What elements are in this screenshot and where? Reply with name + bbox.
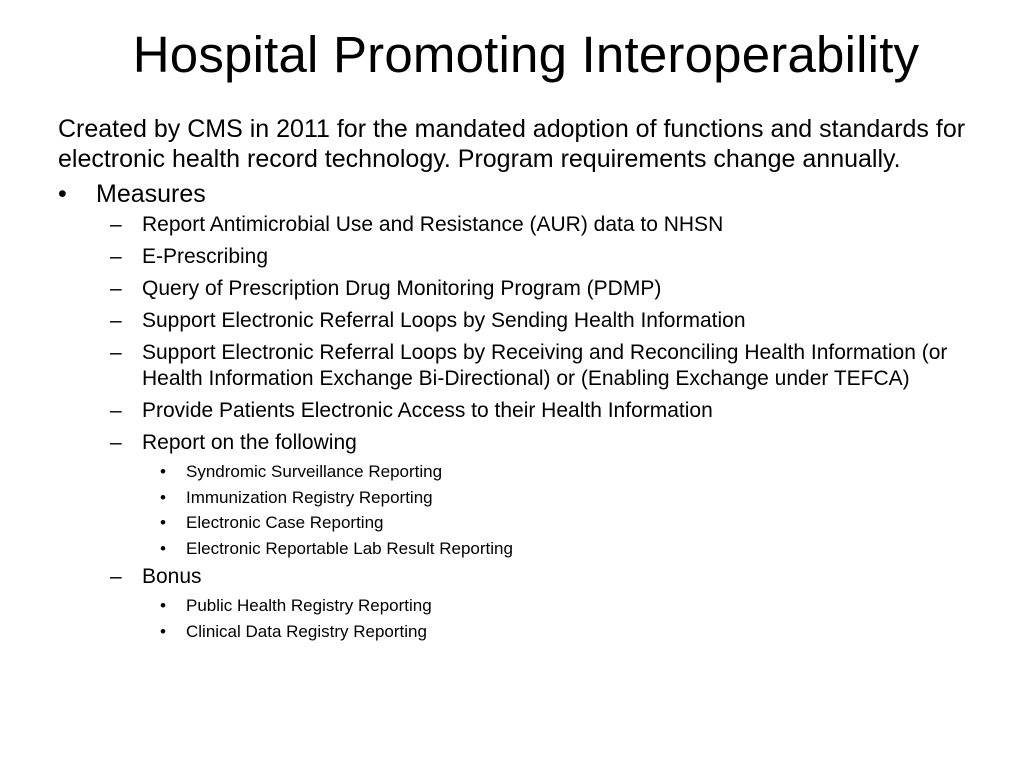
dash-icon: –	[110, 341, 122, 364]
bullet-icon: •	[160, 538, 166, 558]
measure-item	[58, 276, 1010, 302]
intro-paragraph: Created by CMS in 2011 for the mandated adoption of functions and standards for electronic health record technology. Program requirements change annually.	[58, 115, 966, 173]
measure-item	[58, 308, 1010, 334]
bullet-icon: •	[160, 621, 166, 641]
report-heading	[58, 430, 1010, 456]
measures-bullet	[58, 179, 1010, 209]
dash-icon: –	[110, 309, 122, 332]
measure-item	[58, 340, 1010, 392]
dash-icon: –	[110, 431, 122, 454]
report-item	[58, 462, 1010, 482]
slide-body	[58, 114, 1010, 647]
report-item-text: Syndromic Surveillance Reporting	[186, 462, 443, 481]
dash-icon: –	[110, 245, 122, 268]
bullet-icon: •	[58, 180, 67, 208]
bonus-item	[58, 596, 1010, 616]
report-label: Report on the following	[142, 431, 357, 454]
bonus-label: Bonus	[142, 565, 202, 588]
dash-icon: –	[110, 213, 122, 236]
measure-text: Report Antimicrobial Use and Resistance (AUR) data to NHSN	[142, 213, 724, 236]
bullet-icon: •	[160, 513, 166, 532]
dash-icon: –	[110, 277, 122, 300]
bonus-item-text: Public Health Registry Reporting	[186, 596, 432, 615]
measures-label: Measures	[96, 180, 206, 208]
measure-text: Query of Prescription Drug Monitoring Program (PDMP)	[142, 277, 662, 300]
bonus-item-text: Clinical Data Registry Reporting	[186, 621, 427, 641]
report-item	[58, 488, 1010, 508]
measure-item	[58, 398, 1010, 424]
measure-text: Support Electronic Referral Loops by Receiving and Reconciling Health Information (or Health Information Exchange Bi-Directional) or (Enabling Exchange under TEFCA)	[142, 341, 948, 390]
measure-text: Support Electronic Referral Loops by Sending Health Information	[142, 309, 746, 332]
bonus-item	[58, 622, 1010, 642]
report-item-text: Immunization Registry Reporting	[186, 487, 433, 507]
measure-text: E-Prescribing	[142, 245, 269, 268]
bullet-icon: •	[160, 487, 166, 507]
report-item	[58, 513, 1010, 533]
bonus-heading	[58, 564, 1010, 590]
report-item-text: Electronic Reportable Lab Result Reporting	[186, 538, 513, 558]
dash-icon: –	[110, 399, 122, 422]
slide-title: Hospital Promoting Interoperability	[132, 26, 920, 83]
report-item	[58, 539, 1010, 559]
bullet-icon: •	[160, 596, 166, 615]
bullet-icon: •	[160, 462, 166, 481]
measure-item	[58, 212, 1010, 238]
measure-item	[58, 244, 1010, 270]
dash-icon: –	[110, 565, 122, 588]
report-item-text: Electronic Case Reporting	[186, 513, 384, 532]
measure-text: Provide Patients Electronic Access to their Health Information	[142, 399, 713, 422]
